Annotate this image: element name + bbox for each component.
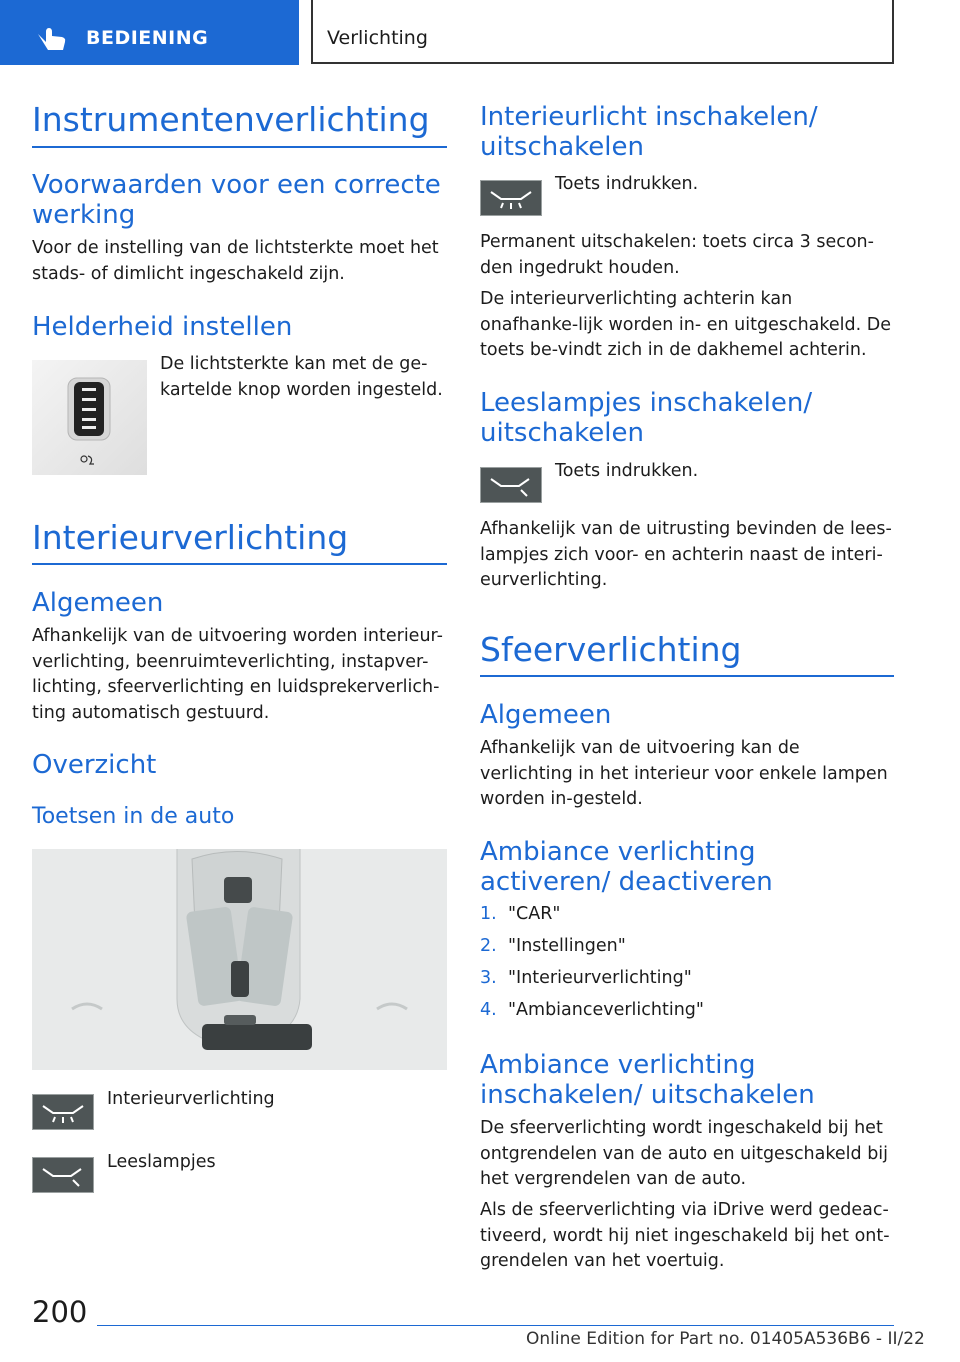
section-label: BEDIENING — [86, 27, 209, 49]
paragraph-toets-2: Toets indrukken. — [555, 461, 699, 481]
list-item: 1. "CAR" — [480, 904, 561, 924]
section-tab — [0, 0, 299, 65]
paragraph-algemeen-left: Afhankelijk van de uitvoering worden interieur-verlichting, beenruimteverlichting, instapver-lichting, sfeerverlichting en luidsprekerverlich-ting automatisch gestuurd. — [32, 626, 443, 723]
paragraph-ambiance-1: De sfeerverlichting wordt ingeschakeld bij het ontgrendelen van de auto en uitgeschakeld bij het vergrendelen van de auto. — [480, 1118, 889, 1189]
heading-algemeen-left: Algemeen — [32, 588, 164, 618]
heading-toetsen: Toetsen in de auto — [32, 804, 235, 829]
heading-interieurlicht: Interieurlicht inschakelen/ uitschakelen — [480, 102, 818, 162]
footer-rule — [97, 1325, 894, 1326]
reading-light-key-icon — [480, 467, 542, 503]
paragraph-helderheid: De lichtsterkte kan met de ge-kartelde knop worden ingesteld. — [160, 354, 443, 400]
heading-algemeen-right: Algemeen — [480, 700, 612, 730]
heading-rule — [32, 146, 447, 148]
paragraph-ambiance-2: Als de sfeerverlichting via iDrive werd gedeac-tiveerd, wordt hij niet ingeschakeld bij het ont-grendelen van het voertuig. — [480, 1200, 890, 1271]
list-item: 3. "Interieurverlichting" — [480, 968, 692, 988]
heading-leeslampjes: Leeslampjes inschakelen/ uitschakelen — [480, 388, 813, 448]
reading-light-key-icon — [32, 1157, 94, 1193]
paragraph-voorwaarden: Voor de instelling van de lichtsterkte moet het stads- of dimlicht ingeschakeld zijn. — [32, 238, 439, 284]
paragraph-achterin: De interieurverlichting achterin kan onafhanke-lijk worden in- en uitgeschakeld. De toets be-vindt zich in de dakhemel achterin. — [480, 289, 892, 360]
legend-interieurverlichting: Interieurverlichting — [107, 1089, 275, 1109]
hand-pointer-icon — [36, 26, 68, 52]
heading-interieurverlichting: Interieurverlichting — [32, 518, 349, 557]
paragraph-toets-1: Toets indrukken. — [555, 174, 699, 194]
heading-voorwaarden: Voorwaarden voor een correcte werking — [32, 170, 441, 230]
legend-leeslampjes: Leeslampjes — [107, 1152, 216, 1172]
heading-rule — [32, 563, 447, 565]
heading-sfeerverlichting: Sfeerverlichting — [480, 630, 742, 669]
roof-console-image — [32, 849, 447, 1070]
paragraph-algemeen-right: Afhankelijk van de uitvoering kan de verlichting in het interieur voor enkele lampen worden in-gesteld. — [480, 738, 888, 809]
heading-ambiance-inschakelen: Ambiance verlichting inschakelen/ uitschakelen — [480, 1050, 815, 1110]
edition-note: Online Edition for Part no. 01405A536B6 - II/22 — [526, 1329, 925, 1349]
list-item: 2. "Instellingen" — [480, 936, 626, 956]
page-number: 200 — [32, 1295, 88, 1329]
heading-instrumentenverlichting: Instrumentenverlichting — [32, 100, 430, 139]
chapter-label: Verlichting — [327, 27, 428, 49]
paragraph-permanent: Permanent uitschakelen: toets circa 3 secon-den ingedrukt houden. — [480, 232, 874, 278]
heading-rule — [480, 675, 894, 677]
chapter-box — [311, 0, 894, 64]
heading-ambiance-activeren: Ambiance verlichting activeren/ deactiveren — [480, 837, 773, 897]
brightness-knob-image — [32, 360, 147, 475]
list-item: 4. "Ambianceverlichting" — [480, 1000, 704, 1020]
heading-overzicht: Overzicht — [32, 750, 157, 780]
heading-helderheid: Helderheid instellen — [32, 312, 293, 342]
interior-light-key-icon — [480, 180, 542, 216]
paragraph-uitrusting: Afhankelijk van de uitrusting bevinden de lees-lampjes zich voor- en achterin naast de interi-eurverlichting. — [480, 519, 892, 590]
interior-light-key-icon — [32, 1094, 94, 1130]
